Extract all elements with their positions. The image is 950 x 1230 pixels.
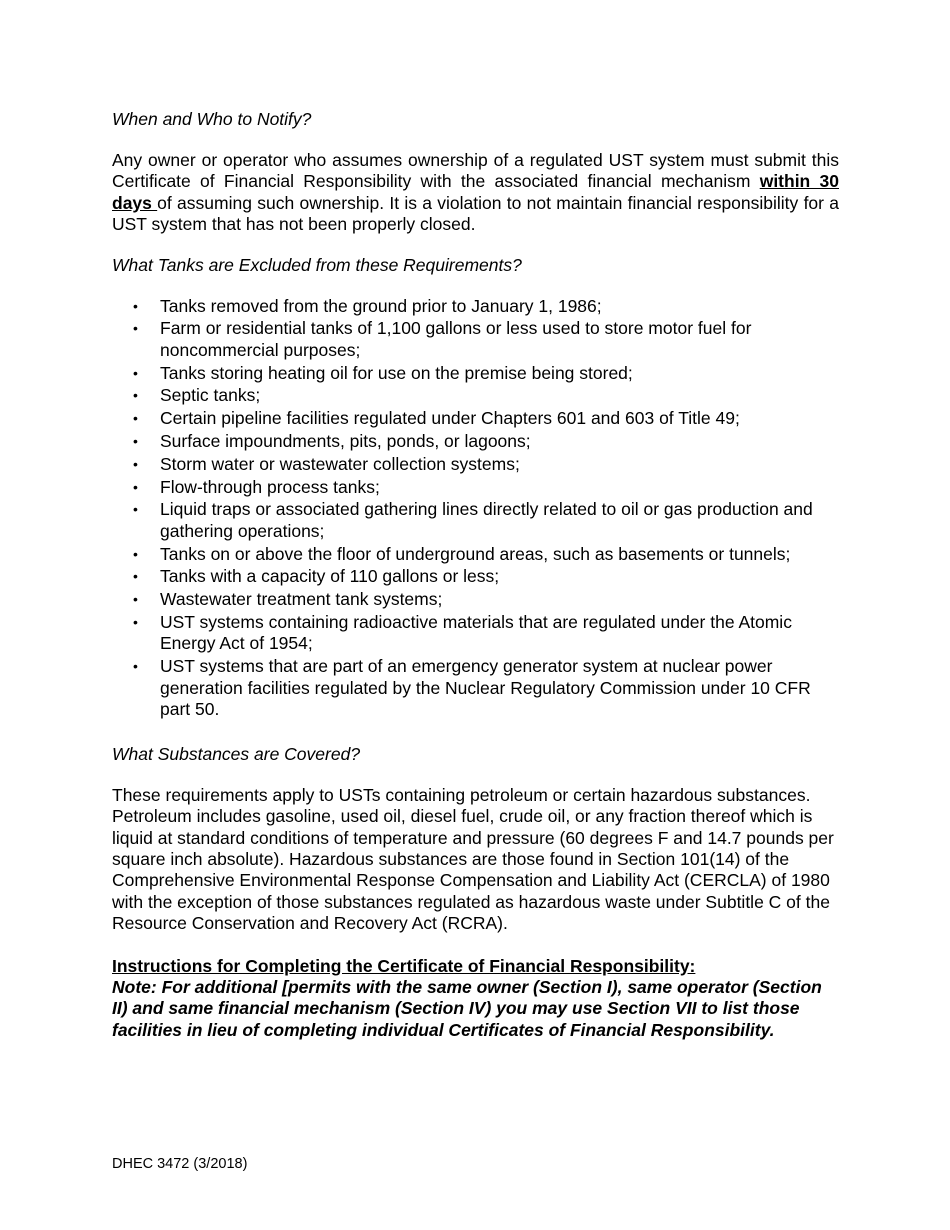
- bullet-icon: •: [133, 320, 138, 337]
- list-item-text: Septic tanks;: [160, 385, 261, 406]
- list-item: [112, 612, 839, 655]
- bullet-icon: •: [133, 387, 138, 404]
- list-item: [112, 454, 839, 475]
- bullet-icon: •: [133, 410, 138, 427]
- list-item-text: Farm or residential tanks of 1,100 gallons or less used to store motor fuel for noncommercial purposes;: [160, 318, 752, 360]
- notify-heading: When and Who to Notify?: [112, 109, 312, 129]
- instructions-note: Note: For additional [permits with the same owner (Section I), same operator (Section II) and same financial mechanism (Section IV) you may use Section VII to list those facilities in lieu of completing individual Certificates of Financial Responsibility.: [112, 977, 822, 1040]
- list-item-text: Storm water or wastewater collection systems;: [160, 453, 520, 474]
- list-item-text: UST systems containing radioactive materials that are regulated under the Atomic Energy Act of 1954;: [160, 612, 792, 654]
- notify-text-start: Any owner or operator who assumes ownership of a regulated UST system must submit this Certificate of Financial Responsibility with the associated financial mechanism: [112, 150, 839, 192]
- substances-paragraph: These requirements apply to USTs containing petroleum or certain hazardous substances. Petroleum includes gasoline, used oil, diesel fuel, crude oil, or any fraction thereof which is liquid at standard conditions of temperature and pressure (60 degrees F and 14.7 pounds per square inch absolute). Hazardous substances are those found in Section 101(14) of the Comprehensive Environmental Response Compensation and Liability Act (CERCLA) of 1980 with the exception of those substances regulated as hazardous waste under Subtitle C of the Resource Conservation and Recovery Act (RCRA).: [112, 784, 834, 934]
- list-item-text: Certain pipeline facilities regulated under Chapters 601 and 603 of Title 49;: [160, 408, 740, 429]
- list-item: [112, 318, 839, 361]
- list-item-text: UST systems that are part of an emergency generator system at nuclear power generation facilities regulated by the Nuclear Regulatory Commission under 10 CFR part 50.: [160, 656, 811, 720]
- bullet-icon: •: [133, 614, 138, 630]
- list-item: [112, 566, 839, 587]
- notify-text-end: of assuming such ownership. It is a violation to not maintain financial responsibility for a UST system that has not been properly closed.: [112, 192, 840, 235]
- notify-paragraph: [112, 150, 839, 236]
- bullet-icon: •: [133, 658, 138, 675]
- document-page: [112, 108, 839, 1041]
- list-item: [112, 408, 839, 429]
- bullet-icon: •: [133, 568, 138, 585]
- list-item-text: Tanks removed from the ground prior to January 1, 1986;: [160, 295, 602, 316]
- list-item-text: Tanks on or above the floor of underground areas, such as basements or tunnels;: [160, 543, 791, 564]
- list-item-text: Tanks with a capacity of 110 gallons or less;: [160, 566, 500, 587]
- bullet-icon: •: [133, 478, 138, 495]
- bullet-icon: •: [133, 364, 138, 381]
- list-item: [112, 477, 839, 498]
- excluded-heading: What Tanks are Excluded from these Requirements?: [112, 254, 522, 275]
- list-item: [112, 363, 839, 384]
- excluded-list: [112, 296, 839, 721]
- substances-heading: What Substances are Covered?: [112, 743, 361, 764]
- bullet-icon: •: [133, 455, 138, 472]
- bullet-icon: •: [133, 501, 138, 518]
- list-item-text: Wastewater treatment tank systems;: [160, 589, 443, 610]
- list-item: [112, 544, 839, 565]
- list-item: [112, 296, 839, 317]
- bullet-icon: •: [133, 591, 138, 608]
- bullet-icon: •: [133, 433, 138, 450]
- list-item: [112, 431, 839, 452]
- form-id-footer: DHEC 3472 (3/2018): [112, 1156, 248, 1172]
- list-item: [112, 499, 839, 542]
- list-item-text: Surface impoundments, pits, ponds, or lagoons;: [160, 431, 531, 452]
- bullet-icon: •: [133, 297, 138, 314]
- list-item-text: Flow-through process tanks;: [160, 476, 380, 497]
- instructions-title: Instructions for Completing the Certificate of Financial Responsibility:: [112, 955, 696, 976]
- notify-deadline: within 30 days: [112, 171, 839, 213]
- list-item-text: Liquid traps or associated gathering lines directly related to oil or gas production and gathering operations;: [160, 499, 813, 541]
- list-item: [112, 385, 839, 406]
- list-item: [112, 656, 839, 720]
- list-item-text: Tanks storing heating oil for use on the premise being stored;: [160, 362, 633, 383]
- bullet-icon: •: [133, 545, 138, 562]
- list-item: [112, 589, 839, 610]
